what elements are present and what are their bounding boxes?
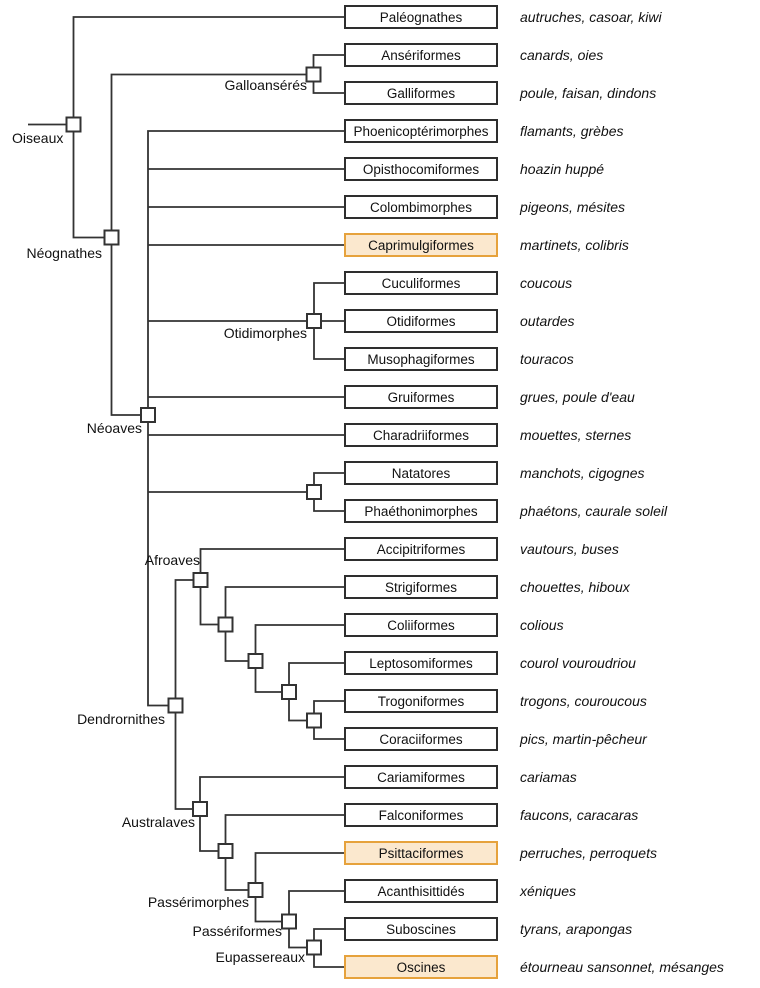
taxon-box — [344, 5, 498, 29]
taxon-examples: cariamas — [520, 769, 577, 785]
taxon-box — [344, 233, 498, 257]
taxon-box — [344, 309, 498, 333]
taxon-box — [344, 43, 498, 67]
taxon-examples: flamants, grèbes — [520, 123, 624, 139]
taxon-box — [344, 271, 498, 295]
taxon-examples: courol vouroudriou — [520, 655, 636, 671]
taxon-examples: outardes — [520, 313, 575, 329]
node-square-falconiformes-clade — [219, 844, 233, 858]
taxon-examples: colious — [520, 617, 564, 633]
tree-edge-leptosomiformes-node — [289, 663, 344, 721]
clade-label-dendrornithes: Dendrornithes — [77, 711, 165, 727]
tree-edge-oiseaux — [74, 17, 345, 238]
taxon-label: Cariamiformes — [377, 769, 465, 785]
taxon-label: Strigiformes — [384, 579, 457, 595]
taxon-examples: martinets, colibris — [520, 237, 629, 253]
taxon-label: Cuculiformes — [381, 275, 461, 291]
taxon-label: Falconiformes — [378, 807, 464, 823]
clade-label-otidimorphes: Otidimorphes — [223, 325, 307, 341]
taxon-label: Acanthisittidés — [377, 883, 465, 899]
taxon-examples: phaétons, caurale soleil — [520, 503, 668, 519]
node-square-oiseaux — [67, 118, 81, 132]
taxon-box — [344, 157, 498, 181]
taxon-examples: étourneau sansonnet, mésanges — [520, 959, 724, 975]
clade-label-neoaves: Néoaves — [86, 420, 142, 436]
clade-label-passerimorphes: Passérimorphes — [147, 894, 249, 910]
tree-edge-strigiformes-node — [226, 587, 345, 661]
taxon-label: Natatores — [391, 465, 451, 481]
taxon-box — [344, 499, 498, 523]
taxon-examples: manchots, cigognes — [520, 465, 645, 481]
taxon-label: Musophagiformes — [367, 351, 475, 367]
taxon-box — [344, 689, 498, 713]
node-square-trogon-coraci-clade — [307, 714, 321, 728]
taxon-examples: tyrans, arapongas — [520, 921, 633, 937]
tree-edge-australaves — [200, 777, 344, 851]
node-square-neoaves — [141, 408, 155, 422]
taxon-label: Coliiformes — [387, 617, 455, 633]
taxon-box — [344, 613, 498, 637]
node-square-coliiformes-clade — [249, 654, 263, 668]
taxon-examples: poule, faisan, dindons — [520, 85, 657, 101]
taxon-box — [344, 917, 498, 941]
taxon-examples: grues, poule d'eau — [520, 389, 635, 405]
taxon-label: Colombimorphes — [369, 199, 473, 215]
clade-label-eupassereaux: Eupassereaux — [215, 949, 305, 965]
taxon-box — [344, 955, 498, 979]
taxon-box — [344, 81, 498, 105]
taxon-examples: pics, martin-pêcheur — [520, 731, 647, 747]
node-square-afroaves — [194, 573, 208, 587]
taxon-box — [344, 461, 498, 485]
taxon-examples: pigeons, mésites — [520, 199, 626, 215]
taxon-box — [344, 119, 498, 143]
taxon-label: Charadriiformes — [372, 427, 470, 443]
taxon-label: Caprimulgiformes — [368, 237, 474, 253]
node-square-passerimorphes — [249, 883, 263, 897]
taxon-box — [344, 537, 498, 561]
tree-edge-coliiformes-node — [256, 625, 345, 692]
node-square-galloanseres — [307, 68, 321, 82]
taxon-box — [344, 385, 498, 409]
taxon-label: Suboscines — [386, 921, 456, 937]
taxon-box — [344, 879, 498, 903]
taxon-box — [344, 803, 498, 827]
node-square-australaves — [193, 802, 207, 816]
taxon-examples: chouettes, hiboux — [520, 579, 630, 595]
tree-edge-passeriformes — [289, 891, 344, 948]
node-square-otidimorphes — [307, 314, 321, 328]
taxon-label: Phaéthonimorphes — [364, 503, 478, 519]
taxon-examples: coucous — [520, 275, 573, 291]
clade-label-oiseaux: Oiseaux — [12, 130, 64, 146]
taxon-box — [344, 195, 498, 219]
taxon-label: Trogoniformes — [377, 693, 465, 709]
taxon-label: Oscines — [396, 959, 446, 975]
taxon-box — [344, 575, 498, 599]
taxon-label: Galliformes — [386, 85, 456, 101]
taxon-box — [344, 423, 498, 447]
taxon-examples: canards, oies — [520, 47, 604, 63]
tree-edge-dendrornithes — [176, 580, 194, 809]
node-square-passeriformes — [282, 915, 296, 929]
taxon-examples: touracos — [520, 351, 574, 367]
taxon-examples: faucons, caracaras — [520, 807, 639, 823]
tree-edge-neoaves-spine — [148, 131, 344, 706]
taxon-label: Otidiformes — [386, 313, 456, 329]
taxon-label: Psittaciformes — [378, 845, 464, 861]
clade-label-australaves: Australaves — [121, 814, 195, 830]
taxon-box — [344, 347, 498, 371]
taxon-label: Accipitriformes — [376, 541, 466, 557]
node-square-dendrornithes — [169, 699, 183, 713]
node-square-neognathes — [105, 231, 119, 245]
taxon-examples: mouettes, sternes — [520, 427, 632, 443]
taxon-box — [344, 651, 498, 675]
taxon-box — [344, 841, 498, 865]
clade-label-passeriformes: Passériformes — [192, 923, 282, 939]
tree-edge-passerimorphes — [256, 853, 345, 922]
taxon-label: Opisthocomiformes — [362, 161, 480, 177]
clade-label-galloanseres: Galloansérés — [224, 77, 307, 93]
taxon-box — [344, 765, 498, 789]
taxon-label: Ansériformes — [381, 47, 461, 63]
taxon-examples: hoazin huppé — [520, 161, 605, 177]
node-square-eupassereaux — [307, 941, 321, 955]
taxon-label: Leptosomiformes — [369, 655, 473, 671]
node-square-leptosomiformes-clade — [282, 685, 296, 699]
node-square-natatores — [307, 485, 321, 499]
taxon-label: Phoenicoptérimorphes — [353, 123, 489, 139]
taxon-examples: trogons, couroucous — [520, 693, 647, 709]
taxon-label: Paléognathes — [379, 9, 463, 25]
taxon-examples: perruches, perroquets — [520, 845, 657, 861]
taxon-examples: autruches, casoar, kiwi — [520, 9, 662, 25]
clade-label-neognathes: Néognathes — [26, 245, 102, 261]
taxon-label: Gruiformes — [387, 389, 455, 405]
taxon-box — [344, 727, 498, 751]
taxon-examples: vautours, buses — [520, 541, 619, 557]
node-square-strigiformes-clade — [219, 618, 233, 632]
taxon-examples: xéniques — [520, 883, 577, 899]
taxon-label: Coraciiformes — [379, 731, 463, 747]
clade-label-afroaves: Afroaves — [144, 552, 200, 568]
